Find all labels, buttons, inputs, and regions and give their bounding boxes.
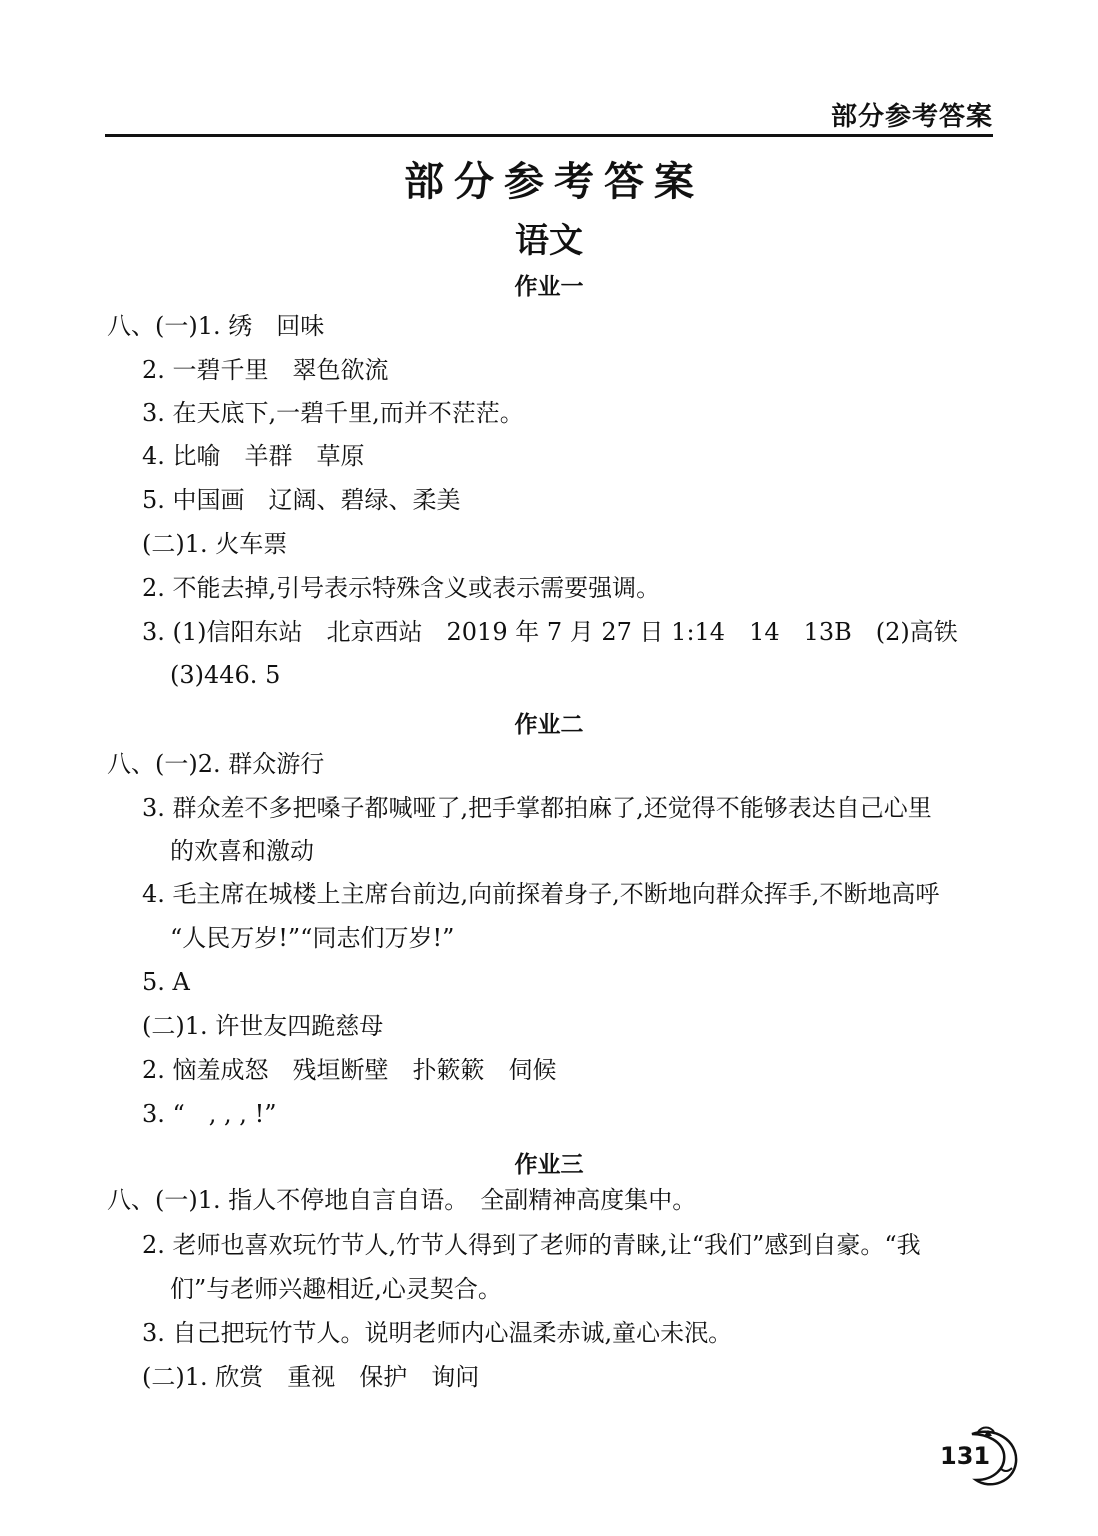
page-number: 131	[940, 1442, 991, 1470]
answer-line: 八、(一)1. 指人不停地自言自语。 全副精神高度集中。	[107, 1186, 697, 1214]
answer-line: 5. 中国画 辽阔、碧绿、柔美	[142, 486, 461, 514]
answer-line: 3. (1)信阳东站 北京西站 2019 年 7 月 27 日 1:14 14 13B (2)高铁	[142, 618, 958, 646]
answer-line: 5. A	[142, 968, 190, 996]
answer-line: (二)1. 火车票	[142, 530, 288, 558]
answer-line: 2. 一碧千里 翠色欲流	[142, 356, 389, 384]
answer-line: 八、(一)2. 群众游行	[107, 750, 325, 778]
answer-line: 们”与老师兴趣相近,心灵契合。	[170, 1275, 502, 1303]
answer-line: 4. 毛主席在城楼上主席台前边,向前探着身子,不断地向群众挥手,不断地高呼	[142, 880, 940, 908]
answer-line: 八、(一)1. 绣 回味	[107, 312, 325, 340]
answer-line: 3. 自己把玩竹节人。说明老师内心温柔赤诚,童心未泯。	[142, 1319, 733, 1347]
answer-line: 2. 恼羞成怒 残垣断壁 扑簌簌 伺候	[142, 1056, 557, 1084]
answer-line: (二)1. 许世友四跪慈母	[142, 1012, 384, 1040]
page-title: 部分参考答案	[404, 159, 704, 205]
section-title-1: 作业一	[514, 274, 584, 300]
answer-line: 3. 在天底下,一碧千里,而并不茫茫。	[142, 399, 524, 427]
section-title-3: 作业三	[514, 1152, 584, 1178]
answer-line: 3. “ , , , !”	[142, 1100, 277, 1128]
answer-line: 2. 老师也喜欢玩竹节人,竹节人得到了老师的青睐,让“我们”感到自豪。“我	[142, 1231, 921, 1259]
answer-line: 3. 群众差不多把嗓子都喊哑了,把手掌都拍麻了,还觉得不能够表达自己心里	[142, 794, 932, 822]
answer-line: 的欢喜和激动	[170, 837, 314, 865]
answer-line: 2. 不能去掉,引号表示特殊含义或表示需要强调。	[142, 574, 661, 602]
section-title-2: 作业二	[514, 712, 584, 738]
answer-line: (二)1. 欣赏 重视 保护 询问	[142, 1363, 480, 1391]
page-footer	[932, 1422, 1032, 1492]
header-divider	[105, 134, 993, 137]
running-header: 部分参考答案	[830, 102, 993, 132]
subject-title: 语文	[515, 221, 583, 261]
answer-line: (3)446. 5	[170, 661, 281, 689]
answer-line: 4. 比喻 羊群 草原	[142, 442, 365, 470]
answer-line: “人民万岁!”“同志们万岁!”	[170, 924, 455, 952]
